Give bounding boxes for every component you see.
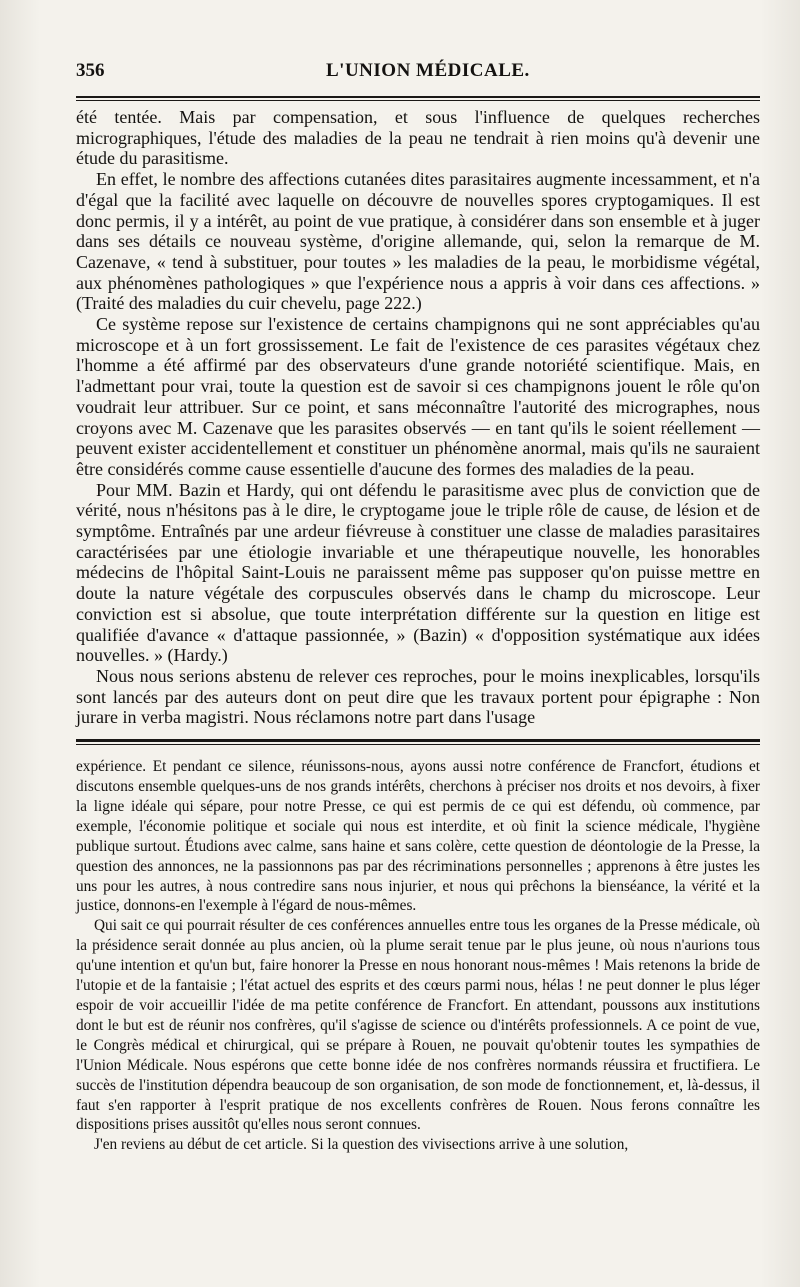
note-paragraph: J'en reviens au début de cet article. Si la question des vivisections arrive à une solution, xyxy=(94,1136,629,1154)
page-number: 356 xyxy=(76,60,105,81)
article-paragraph: Pour MM. Bazin et Hardy, qui ont défendu le parasitisme avec plus de conviction que de vérité, nous n'hésitons pas à le dire, le cryptogame joue le triple rôle de cause, de lésion et de symptôme. Entraînés par une ardeur fiévreuse à constituer une classe de maladies parasitaires caractérisées par une étiologie invariable et une thérapeutique nouvelle, les honorables médecins de l'hôpital Saint-Louis ne paraissent même pas supposer qu'on puisse mettre en doute la nature végétale des corpuscules observés dans le champ du microscope. Leur conviction est si absolue, que toute interprétation différente sur la question en litige est qualifiée d'avance « d'attaque passionnée, » (Bazin) « d'opposition systématique aux idées nouvelles. » (Hardy.) xyxy=(76,479,760,666)
journal-title: L'UNION MÉDICALE. xyxy=(326,60,530,81)
article-paragraph: Ce système repose sur l'existence de certains champignons qui ne sont appréciables qu'au microscope et à un fort grossissement. Le fait de l'existence de ces parasites végétaux chez l'homme a été affirmé par des observateurs d'une grande notoriété scientifique. Mais, en l'admettant pour vrai, toute la question est de savoir si ces champignons jouent le rôle qu'on voudrait leur attribuer. Sur ce point, et sans méconnaître l'autorité des micrographes, nous croyons avec M. Cazenave que les parasites observés — en tant qu'ils le soient réellement — peuvent exister accidentellement et constituer un phénomène anormal, mais qu'ils ne sauraient être considérés comme cause essentielle d'aucune des formes des maladies de la peau. xyxy=(76,314,760,479)
feuilleton-note xyxy=(76,757,760,1155)
article-paragraph: été tentée. Mais par compensation, et sous l'influence de quelques recherches micrographiques, l'étude des maladies de la peau ne tendrait à rien moins qu'à devenir une étude du parasitisme. xyxy=(76,107,760,169)
header-rule xyxy=(76,96,760,101)
page-header xyxy=(76,60,760,94)
article-paragraph: En effet, le nombre des affections cutanées dites parasitaires augmente incessamment, et n'a d'égal que la facilité avec laquelle on découvre de nouvelles spores cryptogamiques. Il est donc permis, il y a intérêt, au point de vue pratique, à considérer dans son ensemble et à juger dans ses détails ce nouveau système, d'origine allemande, qui, selon la remarque de M. Cazenave, « tend à substituer, pour toutes » les maladies de la peau, le morbidisme végétal, aux phénomènes pathologiques » que l'expérience nous a appris à voir dans ces affections. » (Traité des maladies du cuir chevelu, page 222.) xyxy=(76,169,760,314)
article-paragraph: Nous nous serions abstenu de relever ces reproches, pour le moins inexplicables, lorsqu'ils sont lancés par des auteurs dont on peut dire que les travaux portent pour épigraphe : Non jurare in verba magistri. Nous réclamons notre part dans l'usage xyxy=(76,665,760,728)
note-paragraph: expérience. Et pendant ce silence, réunissons-nous, ayons aussi notre conférence de Francfort, étudions et discutons ensemble quelques-uns de nos grands intérêts, cherchons à préciser nos droits et nos devoirs, à fixer la ligne idéale qui sépare, pour notre Presse, ce qui est permis de ce qui est défendu, où commence, par exemple, l'économie politique et sociale qui nous est interdite, et où finit la science médicale, l'hygiène publique surtout. Étudions avec calme, sans haine et sans colère, cette question de déontologie de la Presse, la question des annonces, ne la passionnons pas par des récriminations personnelles ; apprenons à être justes les uns pour les autres, à nous contredire sans nous injurier, et nous qui prêchons la bienséance, la vérité et la justice, donnons-en l'exemple à l'égard de nous-mêmes. xyxy=(76,758,760,915)
main-article xyxy=(76,107,760,728)
note-paragraph: Qui sait ce qui pourrait résulter de ces conférences annuelles entre tous les organes de la Presse médicale, où la présidence serait donnée au plus ancien, où la plume serait tenue par le plus jeune, où nous n'aurions tous qu'une intention et qu'un but, faire honorer la Presse en nous honorant nous-mêmes ! Mais retenons la bride de l'utopie et de la fantaisie ; l'état actuel des esprits et des cœurs parmi nous, hélas ! ne peut donner le plus léger espoir de voir accueillir l'idée de ma petite conférence de Francfort. En attendant, poussons aux institutions dont le but est de réunir nos confrères, qu'il s'agisse de science ou d'intérêts professionnels. A ce point de vue, le Congrès médical et chirurgical, qui se prépare à Rouen, ne pouvait qu'obtenir toutes les sympathies de l'Union Médicale. Nous espérons que cette bonne idée de nos confrères normands réussira et fructifiera. Le succès de l'institution dépendra beaucoup de son organisation, de son mode de fonctionnement, et, là-dessus, il faut s'en rapporter à l'esprit pratique de nos excellents confrères de Rouen. Nous ferons connaître les dispositions prises aussitôt qu'elles nous seront connues. xyxy=(76,917,760,1134)
section-rule xyxy=(76,739,760,745)
